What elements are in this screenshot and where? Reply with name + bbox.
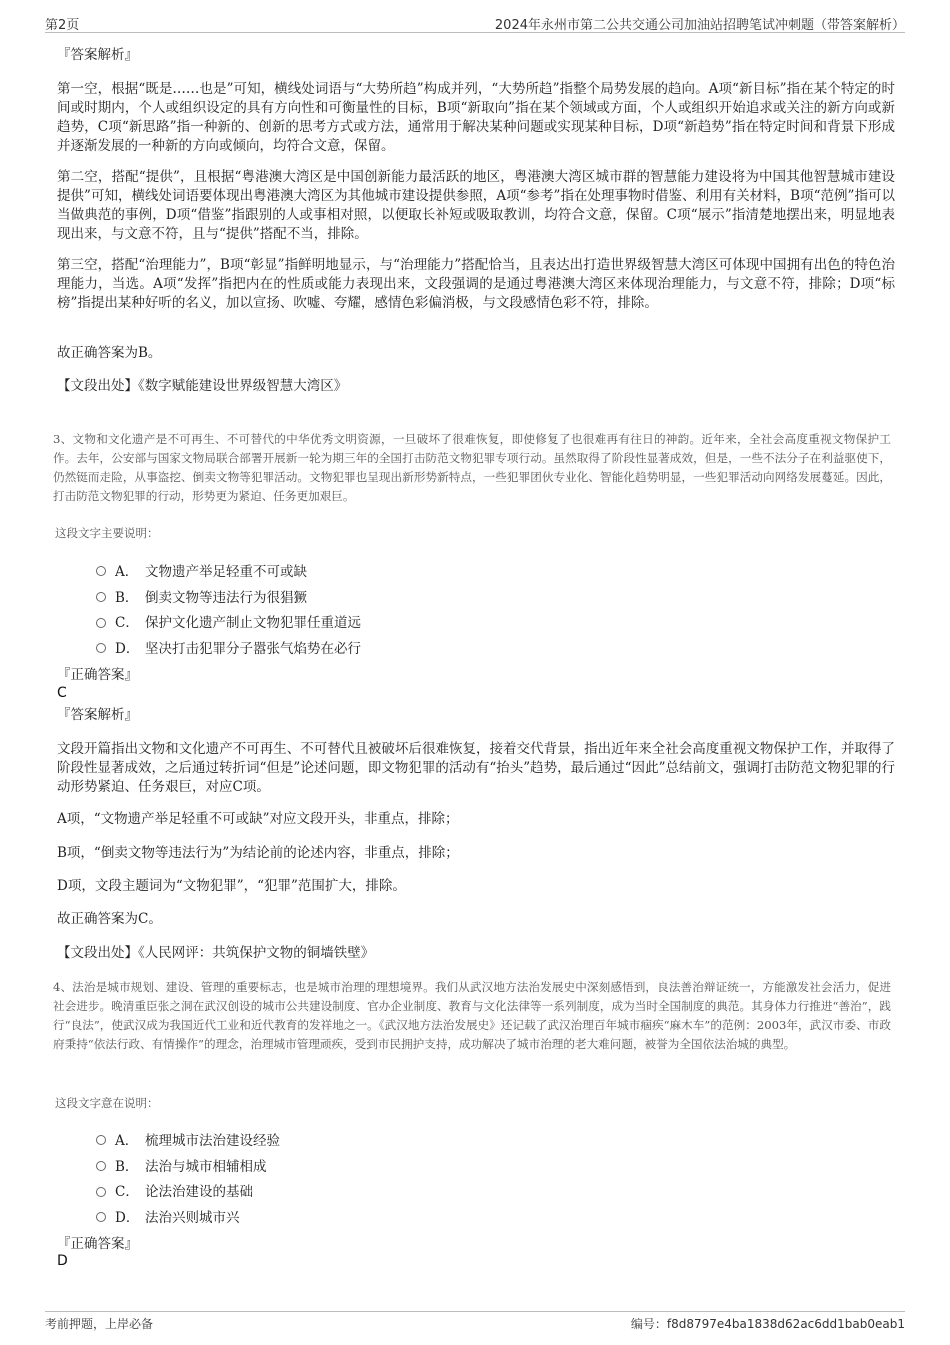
document-title: 2024年永州市第二公共交通公司加油站招聘笔试冲刺题（带答案解析） [494,18,905,33]
option-text: 保护文化遗产制止文物犯罪任重道远 [145,615,361,632]
footer-slogan: 考前押题，上岸必备 [45,1317,154,1331]
q3-answer: C [57,685,67,701]
radio-icon[interactable] [96,1212,106,1222]
option-text: 文物遗产举足轻重不可或缺 [145,563,307,580]
radio-icon[interactable] [96,1161,106,1171]
document-code: 编号：f8d8797e4ba1838d62ac6dd1bab0eab1 [630,1317,905,1331]
q3-option-b[interactable]: B． 倒卖文物等违法行为很猖獗 [96,583,361,609]
q2-source: 【文段出处】《数字赋能建设世界级智慧大湾区》 [57,378,348,394]
q2-analysis-paragraph-2: 第二空，搭配“提供”，且根据“粤港澳大湾区是中国创新能力最活跃的地区，粤港澳大湾区城市群的智慧能力建设将为中国其他智慧城市建设提供”可知，横线处词语要体现出粤港澳大湾区为其他城市建设提供参照，A项“参考”指在处理事物时借鉴、利用有关材料，B项“范例”指可以当做典范的事例，D项“借鉴”指跟别的人或事相对照，以便取长补短或吸取教训，均符合文意，保留。C项“展示”指清楚地摆出来，明显地表现出来，与文意不符，且与“提供”搭配不当，排除。 [57,169,895,242]
q3-option-d[interactable]: D． 坚决打击犯罪分子嚣张气焰势在必行 [96,634,361,660]
q4-options [96,1126,280,1229]
q4-stem: 这段文字意在说明： [55,1096,159,1110]
q3-option-c[interactable]: C． 保护文化遗产制止文物犯罪任重道远 [96,608,361,634]
q3-source: 【文段出处】《人民网评：共筑保护文物的铜墙铁壁》 [57,945,375,961]
q3-analysis-option-b: B项，“倒卖文物等违法行为”为结论前的论述内容，非重点，排除； [57,845,459,861]
radio-icon[interactable] [96,643,106,653]
radio-icon[interactable] [96,1135,106,1145]
option-text: 法治与城市相辅相成 [145,1158,267,1175]
q4-option-d[interactable]: D． 法治兴则城市兴 [96,1203,280,1229]
q4-option-c[interactable]: C． 论法治建设的基础 [96,1177,280,1203]
q3-option-a[interactable]: A． 文物遗产举足轻重不可或缺 [96,557,361,583]
radio-icon[interactable] [96,1187,106,1197]
q3-analysis-option-d: D项，文段主题词为“文物犯罪”，“犯罪”范围扩大，排除。 [57,878,406,894]
q3-analysis-paragraph-1: 文段开篇指出文物和文化遗产不可再生、不可替代且被破坏后很难恢复，接着交代背景，指出近年来全社会高度重视文物保护工作，并取得了阶段性显著成效，之后通过转折词“但是”论述问题，即文物犯罪的活动有“抬头”趋势，最后通过“因此”总结前文，强调打击防范文物犯罪的行动形势紧迫、任务艰巨，对应C项。 [57,741,895,795]
q4-option-a[interactable]: A． 梳理城市法治建设经验 [96,1126,280,1152]
q4-passage: 4、法治是城市规划、建设、管理的重要标志，也是城市治理的理想境界。我们从武汉地方法治发展史中深刻感悟到，良法善治辩证统一，方能激发社会活力，促进社会进步。晚清重臣张之洞在武汉创设的城市公共建设制度、官办企业制度、教育与文化法律等一系列制度，成为当时全国制度的典范。其身体力行推进“善治”，践行“良法”，使武汉成为我国近代工业和近代教育的发祥地之一。《武汉地方法治发展史》还记载了武汉治理百年城市痼疾“麻木车”的范例：2003年，武汉市委、市政府秉持“依法行政、有情操作”的理念，治理城市管理顽疾，受到市民拥护支持，成功解决了城市治理的老大难问题，被誉为全国依法治城的典型。 [53,980,891,1051]
q4-answer-label: 『正确答案』 [57,1236,138,1252]
page-header [45,12,905,33]
option-text: 梳理城市法治建设经验 [145,1132,280,1149]
q4-option-b[interactable]: B． 法治与城市相辅相成 [96,1152,280,1178]
q2-analysis-paragraph-3: 第三空，搭配“治理能力”，B项“彰显”指鲜明地显示，与“治理能力”搭配恰当，且表达出打造世界级智慧大湾区可体现中国拥有出色的特色治理能力，当选。A项“发挥”指把内在的性质或能力表现出来，文段强调的是通过粤港澳大湾区来体现治理能力，与文意不符，排除；D项“标榜”指提出某种好听的名义，加以宣扬、吹嘘、夸耀，感情色彩偏消极，与文段感情色彩不符，排除。 [57,257,895,311]
q3-analysis-label: 『答案解析』 [57,707,138,723]
page-number: 第2页 [45,18,80,33]
q3-answer-label: 『正确答案』 [57,667,138,683]
radio-icon[interactable] [96,618,106,628]
option-text: 法治兴则城市兴 [145,1209,240,1226]
q2-analysis-label: 『答案解析』 [57,47,138,63]
q3-analysis-option-a: A项，“文物遗产举足轻重不可或缺”对应文段开头，非重点，排除； [57,811,459,827]
q3-passage: 3、文物和文化遗产是不可再生、不可替代的中华优秀文明资源，一旦破坏了很难恢复，即使修复了也很难再有往日的神韵。近年来，全社会高度重视文物保护工作。去年，公安部与国家文物局联合部署开展新一轮为期三年的全国打击防范文物犯罪专项行动。虽然取得了阶段性显著成效，但是，一些不法分子在利益驱使下，仍然铤而走险，从事盗挖、倒卖文物等犯罪活动。文物犯罪也呈现出新形势新特点，一些犯罪团伙专业化、智能化趋势明显，一些犯罪活动向网络发展蔓延。因此，打击防范文物犯罪的行动，形势更为紧迫、任务更加艰巨。 [53,432,891,503]
option-text: 论法治建设的基础 [145,1184,253,1201]
option-text: 倒卖文物等违法行为很猖獗 [145,589,307,606]
radio-icon[interactable] [96,566,106,576]
q4-answer: D [57,1253,68,1269]
q2-conclusion: 故正确答案为B。 [57,345,162,361]
radio-icon[interactable] [96,592,106,602]
q2-analysis-paragraph-1: 第一空，根据“既是……也是”可知，横线处词语与“大势所趋”构成并列，“大势所趋”指整个局势发展的趋向。A项“新目标”指在某个特定的时间或时期内，个人或组织设定的具有方向性和可衡量性的目标，B项“新取向”指在某个领域或方面，个人或组织开始追求或关注的新方向或新趋势，C项“新思路”指一种新的、创新的思考方式或方法，通常用于解决某种问题或实现某种目标，D项“新趋势”指在特定时间和背景下形成并逐渐发展的一种新的方向或倾向，均符合文意，保留。 [57,81,895,154]
q3-stem: 这段文字主要说明： [55,526,159,540]
option-text: 坚决打击犯罪分子嚣张气焰势在必行 [145,640,361,657]
q3-options [96,557,361,660]
page-footer [45,1311,905,1332]
q3-conclusion: 故正确答案为C。 [57,911,162,927]
